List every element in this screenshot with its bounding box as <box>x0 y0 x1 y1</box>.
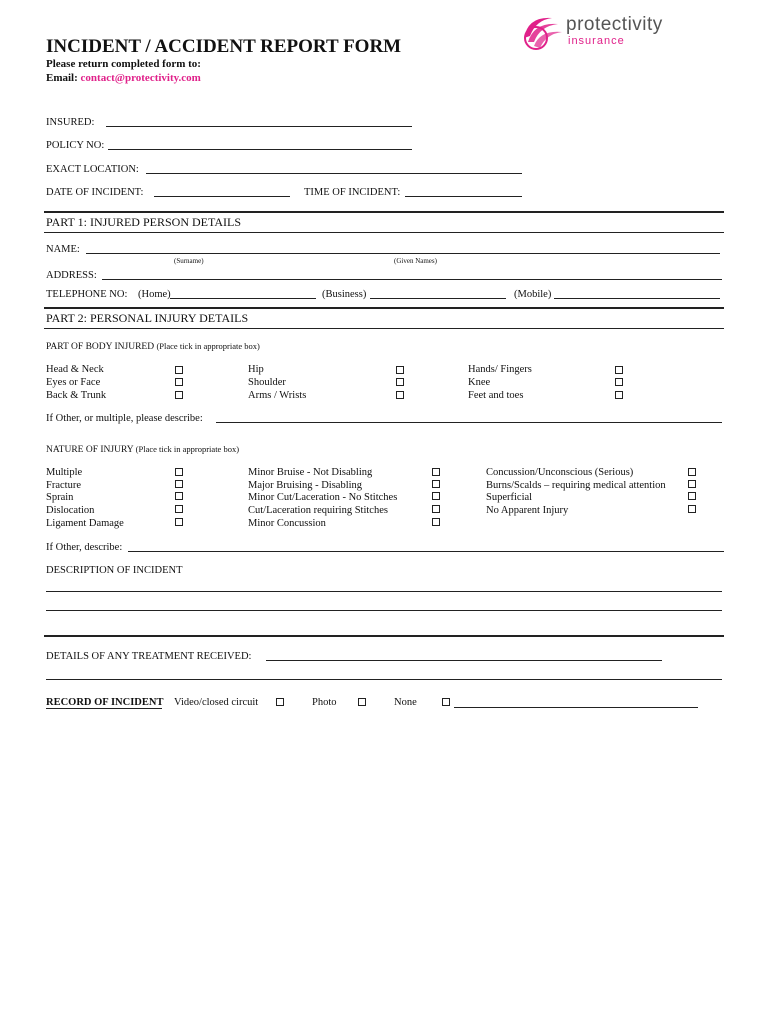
description-line-2[interactable] <box>46 610 722 611</box>
treatment-line-2[interactable] <box>46 679 722 680</box>
logo <box>518 12 728 52</box>
rule-part2 <box>44 307 724 309</box>
nature-other-field[interactable] <box>128 551 724 552</box>
email-row <box>46 72 201 84</box>
telephone-label: TELEPHONE NO: <box>46 289 128 300</box>
return-text: Please return completed form to: <box>46 58 201 70</box>
given-names-caption: (Given Names) <box>394 257 437 265</box>
nature-item: Superficial <box>486 492 533 503</box>
body-item: Knee <box>468 377 491 388</box>
nature-heading-row <box>46 444 239 455</box>
record-underline <box>46 708 162 709</box>
address-label: ADDRESS: <box>46 270 97 281</box>
rule-description <box>44 635 724 637</box>
nature-item: Dislocation <box>46 505 95 516</box>
location-label: EXACT LOCATION: <box>46 164 139 175</box>
body-item: Eyes or Face <box>46 377 101 388</box>
email-link[interactable]: contact@protectivity.com <box>80 72 201 84</box>
body-heading-row <box>46 341 260 352</box>
checkbox-hip[interactable] <box>396 366 404 374</box>
business-label: (Business) <box>322 289 367 300</box>
checkbox-major-bruising[interactable] <box>432 480 440 488</box>
logo-swirl-icon <box>518 12 564 52</box>
nature-item: Cut/Laceration requiring Stitches <box>248 505 388 516</box>
checkbox-fracture[interactable] <box>175 480 183 488</box>
part1-heading: PART 1: INJURED PERSON DETAILS <box>46 215 242 229</box>
checkbox-concussion-serious[interactable] <box>688 468 696 476</box>
record-option-none: None <box>394 697 417 708</box>
time-field[interactable] <box>405 196 522 197</box>
date-label: DATE OF INCIDENT: <box>46 187 144 198</box>
nature-item: No Apparent Injury <box>486 505 569 516</box>
checkbox-superficial[interactable] <box>688 492 696 500</box>
record-option-video: Video/closed circuit <box>174 697 259 708</box>
nature-item: Fracture <box>46 480 81 491</box>
nature-item: Sprain <box>46 492 74 503</box>
treatment-label: DETAILS OF ANY TREATMENT RECEIVED: <box>46 651 252 662</box>
nature-item: Minor Concussion <box>248 518 326 529</box>
body-other-field[interactable] <box>216 422 722 423</box>
home-label: (Home) <box>138 289 171 300</box>
policy-label: POLICY NO: <box>46 140 105 151</box>
body-item: Hands/ Fingers <box>468 364 532 375</box>
nature-heading: NATURE OF INJURY <box>46 445 134 455</box>
checkbox-minor-concussion[interactable] <box>432 518 440 526</box>
name-field[interactable] <box>86 253 720 254</box>
record-option-photo: Photo <box>312 697 337 708</box>
treatment-field[interactable] <box>266 660 662 661</box>
nature-other-label: If Other, describe: <box>46 542 123 553</box>
logo-brand: protectivity <box>566 14 663 35</box>
insured-field[interactable] <box>106 126 412 127</box>
nature-item: Ligament Damage <box>46 518 124 529</box>
checkbox-head-neck[interactable] <box>175 366 183 374</box>
home-phone-field[interactable] <box>170 298 316 299</box>
body-tick-note: (Place tick in appropriate box) <box>156 341 260 351</box>
logo-sub: insurance <box>568 35 625 47</box>
name-label: NAME: <box>46 244 80 255</box>
nature-item: Multiple <box>46 467 83 478</box>
surname-caption: (Surname) <box>174 257 204 265</box>
nature-tick-note: (Place tick in appropriate box) <box>135 444 240 454</box>
checkbox-shoulder[interactable] <box>396 378 404 386</box>
checkbox-none[interactable] <box>442 698 450 706</box>
record-label: RECORD OF INCIDENT <box>46 697 164 708</box>
nature-item: Concussion/Unconscious (Serious) <box>486 467 634 478</box>
checkbox-sprain[interactable] <box>175 492 183 500</box>
rule-part1 <box>44 211 724 213</box>
checkbox-minor-bruise[interactable] <box>432 468 440 476</box>
checkbox-ligament[interactable] <box>175 518 183 526</box>
part2-heading: PART 2: PERSONAL INJURY DETAILS <box>46 311 249 325</box>
mobile-phone-field[interactable] <box>554 298 720 299</box>
checkbox-hands-fingers[interactable] <box>615 366 623 374</box>
body-heading: PART OF BODY INJURED <box>46 342 155 352</box>
policy-field[interactable] <box>108 149 412 150</box>
business-phone-field[interactable] <box>370 298 506 299</box>
checkbox-video[interactable] <box>276 698 284 706</box>
checkbox-burns[interactable] <box>688 480 696 488</box>
nature-item: Burns/Scalds – requiring medical attention <box>486 480 666 491</box>
address-field[interactable] <box>102 279 722 280</box>
checkbox-minor-cut[interactable] <box>432 492 440 500</box>
checkbox-feet-toes[interactable] <box>615 391 623 399</box>
body-item: Head & Neck <box>46 364 104 375</box>
rule-part2-bottom <box>44 328 724 329</box>
checkbox-back-trunk[interactable] <box>175 391 183 399</box>
description-line-1[interactable] <box>46 591 722 592</box>
nature-item: Major Bruising - Disabling <box>248 480 363 491</box>
checkbox-photo[interactable] <box>358 698 366 706</box>
location-field[interactable] <box>146 173 522 174</box>
body-item: Arms / Wrists <box>248 390 307 401</box>
nature-item: Minor Cut/Laceration - No Stitches <box>248 492 398 503</box>
nature-item: Minor Bruise - Not Disabling <box>248 467 373 478</box>
rule-part1-bottom <box>44 232 724 233</box>
body-item: Back & Trunk <box>46 390 107 401</box>
mobile-label: (Mobile) <box>514 289 552 300</box>
body-item: Hip <box>248 364 264 375</box>
body-item: Shoulder <box>248 377 286 388</box>
checkbox-knee[interactable] <box>615 378 623 386</box>
insured-label: INSURED: <box>46 117 95 128</box>
date-field[interactable] <box>154 196 290 197</box>
body-other-label: If Other, or multiple, please describe: <box>46 413 203 424</box>
description-label: DESCRIPTION OF INCIDENT <box>46 565 183 576</box>
checkbox-eyes-face[interactable] <box>175 378 183 386</box>
time-label: TIME OF INCIDENT: <box>304 187 401 198</box>
checkbox-no-injury[interactable] <box>688 505 696 513</box>
record-other-field[interactable] <box>454 707 698 708</box>
checkbox-dislocation[interactable] <box>175 505 183 513</box>
body-item: Feet and toes <box>468 390 524 401</box>
email-label: Email: <box>46 72 78 84</box>
checkbox-cut-stitches[interactable] <box>432 505 440 513</box>
checkbox-multiple[interactable] <box>175 468 183 476</box>
page-title: INCIDENT / ACCIDENT REPORT FORM <box>46 36 402 57</box>
checkbox-arms-wrists[interactable] <box>396 391 404 399</box>
